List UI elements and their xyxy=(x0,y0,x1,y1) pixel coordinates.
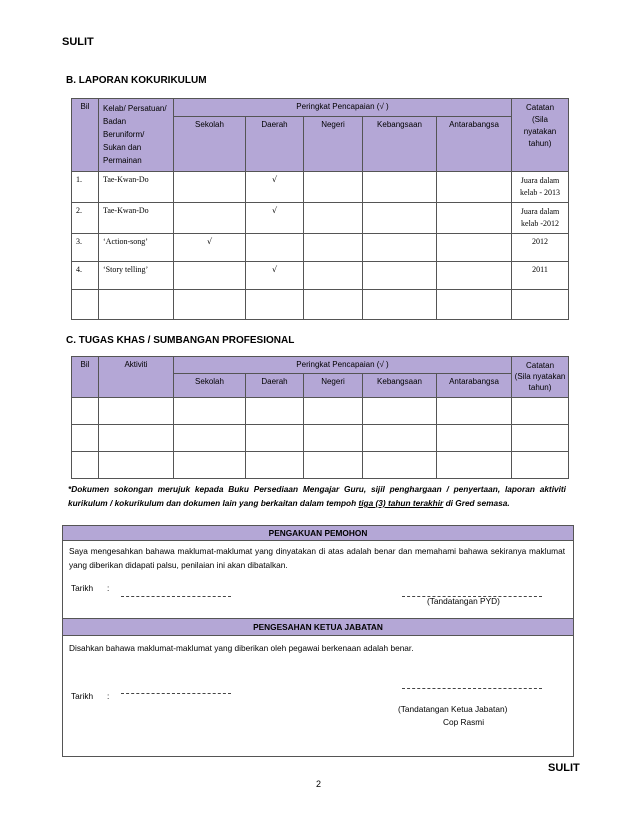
footer-sulit: SULIT xyxy=(548,762,580,774)
pengesahan-signature-label: (Tandatangan Ketua Jabatan) xyxy=(398,704,508,714)
col-bil: Bil xyxy=(72,99,99,172)
table-row-empty xyxy=(72,425,569,452)
col-daerah: Daerah xyxy=(246,374,304,398)
pengesahan-tarikh-colon: : xyxy=(107,691,110,701)
section-c-title: C. TUGAS KHAS / SUMBANGAN PROFESIONAL xyxy=(66,335,295,346)
col-catatan: Catatan (Sila nyatakan tahun) xyxy=(512,99,569,172)
table-row-empty xyxy=(72,452,569,479)
tugas-khas-table xyxy=(71,356,569,479)
page-number: 2 xyxy=(316,779,322,789)
table-row: 1. Tae-Kwan-Do √ Juara dalam kelab - 2013 xyxy=(72,172,569,203)
pengakuan-title: PENGAKUAN PEMOHON xyxy=(63,526,573,541)
pengakuan-text: Saya mengesahkan bahawa maklumat-maklumat yang dinyatakan di atas adalah benar dan memahami bahawa sekiranya maklumat yang diberikan didapati palsu, penilaian ini akan dibatalkan. xyxy=(69,546,565,570)
pengesahan-text: Disahkan bahawa maklumat-maklumat yang diberikan oleh pegawai berkenaan adalah benar. xyxy=(69,643,414,653)
col-peringkat: Peringkat Pencapaian (√ ) xyxy=(174,357,512,374)
col-negeri: Negeri xyxy=(304,117,363,172)
col-antarabangsa: Antarabangsa xyxy=(437,374,512,398)
pengakuan-date-line xyxy=(121,596,231,597)
pengesahan-date-line xyxy=(121,693,231,694)
table-row-empty xyxy=(72,290,569,320)
table-row: 2. Tae-Kwan-Do √ Juara dalam kelab -2012 xyxy=(72,203,569,234)
pengesahan-ketua-box xyxy=(62,618,574,757)
pengakuan-tarikh-colon: : xyxy=(107,583,110,593)
col-kebangsaan: Kebangsaan xyxy=(363,117,437,172)
laporan-kokurikulum-table xyxy=(71,98,569,320)
pengesahan-title: PENGESAHAN KETUA JABATAN xyxy=(63,618,573,636)
supporting-document-note: *Dokumen sokongan merujuk kepada Buku Persediaan Mengajar Guru, sijil penghargaan / penyertaan, laporan aktiviti kurikulum / kokurikulum dan dokumen lain yang berkaitan dalam tempoh tiga (3) tahun terakhir di Gred semasa. xyxy=(68,484,566,508)
table-row: 3. ‘Action-song’ √ 2012 xyxy=(72,234,569,262)
col-peringkat: Peringkat Pencapaian (√ ) xyxy=(174,99,512,117)
pengesahan-cop-label: Cop Rasmi xyxy=(443,717,485,727)
col-catatan: Catatan (Sila nyatakan tahun) xyxy=(512,357,569,398)
col-kelab: Kelab/ Persatuan/ Badan Beruniform/ Sukan dan Permainan xyxy=(99,99,174,172)
col-aktiviti: Aktiviti xyxy=(99,357,174,398)
col-bil: Bil xyxy=(72,357,99,398)
table-row: 4. ‘Story telling’ √ 2011 xyxy=(72,262,569,290)
col-antarabangsa: Antarabangsa xyxy=(437,117,512,172)
pengakuan-signature-label: (Tandatangan PYD) xyxy=(427,596,500,606)
col-negeri: Negeri xyxy=(304,374,363,398)
col-kebangsaan: Kebangsaan xyxy=(363,374,437,398)
table-row-empty xyxy=(72,398,569,425)
pengakuan-tarikh-label: Tarikh xyxy=(71,583,94,593)
pengesahan-signature-line xyxy=(402,688,542,689)
section-b-title: B. LAPORAN KOKURIKULUM xyxy=(66,75,207,86)
col-sekolah: Sekolah xyxy=(174,117,246,172)
pengakuan-pemohon-box xyxy=(62,525,574,620)
col-daerah: Daerah xyxy=(246,117,304,172)
col-sekolah: Sekolah xyxy=(174,374,246,398)
pengesahan-tarikh-label: Tarikh xyxy=(71,691,94,701)
header-sulit: SULIT xyxy=(62,36,94,48)
